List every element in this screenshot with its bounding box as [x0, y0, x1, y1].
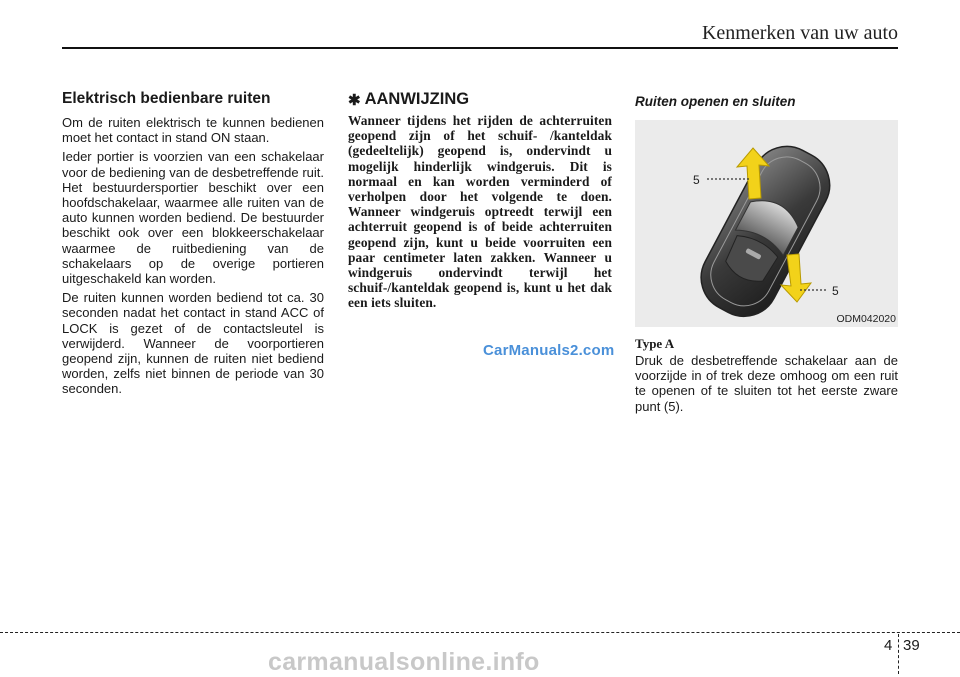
note-heading-label: AANWIJZING [364, 90, 470, 108]
callout-label-bottom: 5 [832, 284, 839, 298]
column-middle [348, 90, 612, 311]
paragraph-2: Ieder portier is voorzien van een schakelaar voor de bediening van de desbetreffende ruit. Het bestuurdersportier beschikt over een hoofdschakelaar, waarmee alle ruiten van de auto kunnen worden bediend. De bestuurder beschikt ook over een blokkeerschakelaar waarmee de ruitbediening van de schakelaars op de overige portieren uitgeschakeld kan worden. [62, 149, 324, 287]
paragraph-3: De ruiten kunnen worden bediend tot ca. 30 seconden nadat het contact in stand ACC of LOCK is gezet of de contactsleutel is verwijderd. Wanneer de voorportieren geopend zijn, kunnen de ruiten niet bediend worden, zelfs niet binnen de periode van 30 seconden. [62, 290, 324, 397]
footer-rule [0, 632, 960, 633]
page-number: 39 [903, 637, 920, 654]
footer-watermark: carmanualsonline.info [268, 648, 540, 676]
callout-label-top: 5 [693, 173, 700, 187]
note-text: Wanneer tijdens het rijden de achterruiten geopend zijn of het schuif- /kanteldak (gedeeltelijk) geopend is, ondervindt u mogelijk hinderlijk windgeruis. Dit is normaal en kan worden verminderd of verholpen door het volgende te doen. Wanneer windgeruis optreedt terwijl een achterruit geopend is of beide achterruiten geopend zijn, kunt u beide voorruiten een paar centimeter laten zakken. Wanneer u windgeruis ondervindt terwijl het schuif-/kanteldak geopend is, kunt u het dak een iets sluiten. [348, 113, 612, 311]
note-star-icon: ✱ [348, 91, 361, 109]
section-heading: Elektrisch bedienbare ruiten [62, 90, 271, 107]
window-switch-figure [635, 120, 898, 327]
header-rule [62, 47, 898, 49]
column-left [62, 90, 324, 401]
column-right [635, 90, 898, 418]
sub-heading: Ruiten openen en sluiten [635, 94, 796, 109]
paragraph-1: Om de ruiten elektrisch te kunnen bedienen moet het contact in stand ON staan. [62, 115, 324, 146]
type-label: Type A [635, 336, 675, 351]
note-heading [348, 90, 612, 109]
footer-divider [898, 634, 899, 674]
figure-code: ODM042020 [836, 313, 896, 325]
running-header: Kenmerken van uw auto [701, 22, 898, 44]
type-description: Druk de desbetreffende schakelaar aan de voorzijde in of trek deze omhoog om een ruit te openen of te sluiten tot het eerste zware punt (5). [635, 353, 898, 414]
site-watermark: CarManuals2.com [483, 342, 615, 359]
window-switch-illustration [635, 120, 898, 327]
chapter-number: 4 [884, 637, 893, 654]
